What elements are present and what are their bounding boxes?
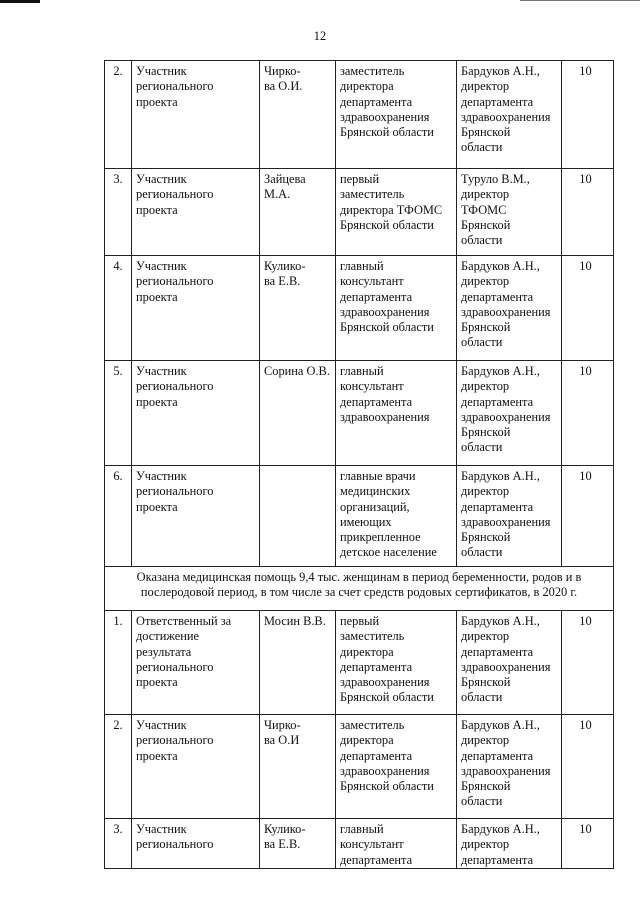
supervisor-cell: Бардуков А.Н., директор департамента здравоохранения Брянской области [457,715,562,819]
supervisor-cell: Бардуков А.Н., директор департамента здравоохранения Брянской области [457,611,562,715]
scan-corner-mark [0,0,40,3]
table-row [105,611,614,715]
name-cell: Кулико- ва Е.В. [260,256,336,361]
name-cell: Мосин В.В. [260,611,336,715]
role-cell: Участник регионального проекта [132,256,260,361]
responsibility-table [104,60,614,869]
position-cell: главный консультант департамента здравоохранения [336,361,457,466]
workload-cell: 10 [562,361,614,466]
table-row [105,256,614,361]
role-cell: Участник регионального проекта [132,61,260,169]
position-cell: первый заместитель директора ТФОМС Брянской области [336,169,457,256]
row-number: 6. [105,466,132,567]
position-cell: первый заместитель директора департамента здравоохранения Брянской области [336,611,457,715]
role-cell: Участник регионального [132,819,260,869]
role-cell: Участник регионального проекта [132,361,260,466]
position-cell: главный консультант департамента здравоохранения Брянской области [336,256,457,361]
section-row [105,567,614,611]
row-number: 2. [105,715,132,819]
role-cell: Ответственный за достижение результата регионального проекта [132,611,260,715]
name-cell: Кулико- ва Е.В. [260,819,336,869]
supervisor-cell: Бардуков А.Н., директор департамента здравоохранения Брянской области [457,466,562,567]
supervisor-cell: Бардуков А.Н., директор департамента здравоохранения Брянской области [457,61,562,169]
row-number: 2. [105,61,132,169]
name-cell: Чирко- ва О.И. [260,61,336,169]
supervisor-cell: Бардуков А.Н., директор департамента здравоохранения Брянской области [457,256,562,361]
row-number: 3. [105,819,132,869]
section-heading: Оказана медицинская помощь 9,4 тыс. женщинам в период беременности, родов и в послеродовой период, в том числе за счет средств родовых сертификатов, в 2020 г. [105,567,614,611]
workload-cell: 10 [562,715,614,819]
name-cell: Сорина О.В. [260,361,336,466]
name-cell: Чирко- ва О.И [260,715,336,819]
workload-cell: 10 [562,256,614,361]
table-row [105,61,614,169]
workload-cell: 10 [562,61,614,169]
supervisor-cell: Туруло В.М., директор ТФОМС Брянской области [457,169,562,256]
table-row [105,819,614,869]
role-cell: Участник регионального проекта [132,715,260,819]
row-number: 5. [105,361,132,466]
workload-cell: 10 [562,611,614,715]
scan-edge-line [520,0,640,1]
name-cell [260,466,336,567]
role-cell: Участник регионального проекта [132,169,260,256]
supervisor-cell: Бардуков А.Н., директор департамента здравоохранения Брянской области [457,361,562,466]
name-cell: Зайцева М.А. [260,169,336,256]
supervisor-cell: Бардуков А.Н., директор департамента [457,819,562,869]
position-cell: главные врачи медицинских организаций, имеющих прикрепленное детское население [336,466,457,567]
table-row [105,715,614,819]
table-row [105,169,614,256]
page-number: 12 [313,29,327,43]
row-number: 1. [105,611,132,715]
workload-cell: 10 [562,819,614,869]
table-row [105,361,614,466]
table-row [105,466,614,567]
workload-cell: 10 [562,169,614,256]
position-cell: заместитель директора департамента здравоохранения Брянской области [336,715,457,819]
position-cell: главный консультант департамента [336,819,457,869]
row-number: 3. [105,169,132,256]
workload-cell: 10 [562,466,614,567]
position-cell: заместитель директора департамента здравоохранения Брянской области [336,61,457,169]
role-cell: Участник регионального проекта [132,466,260,567]
row-number: 4. [105,256,132,361]
